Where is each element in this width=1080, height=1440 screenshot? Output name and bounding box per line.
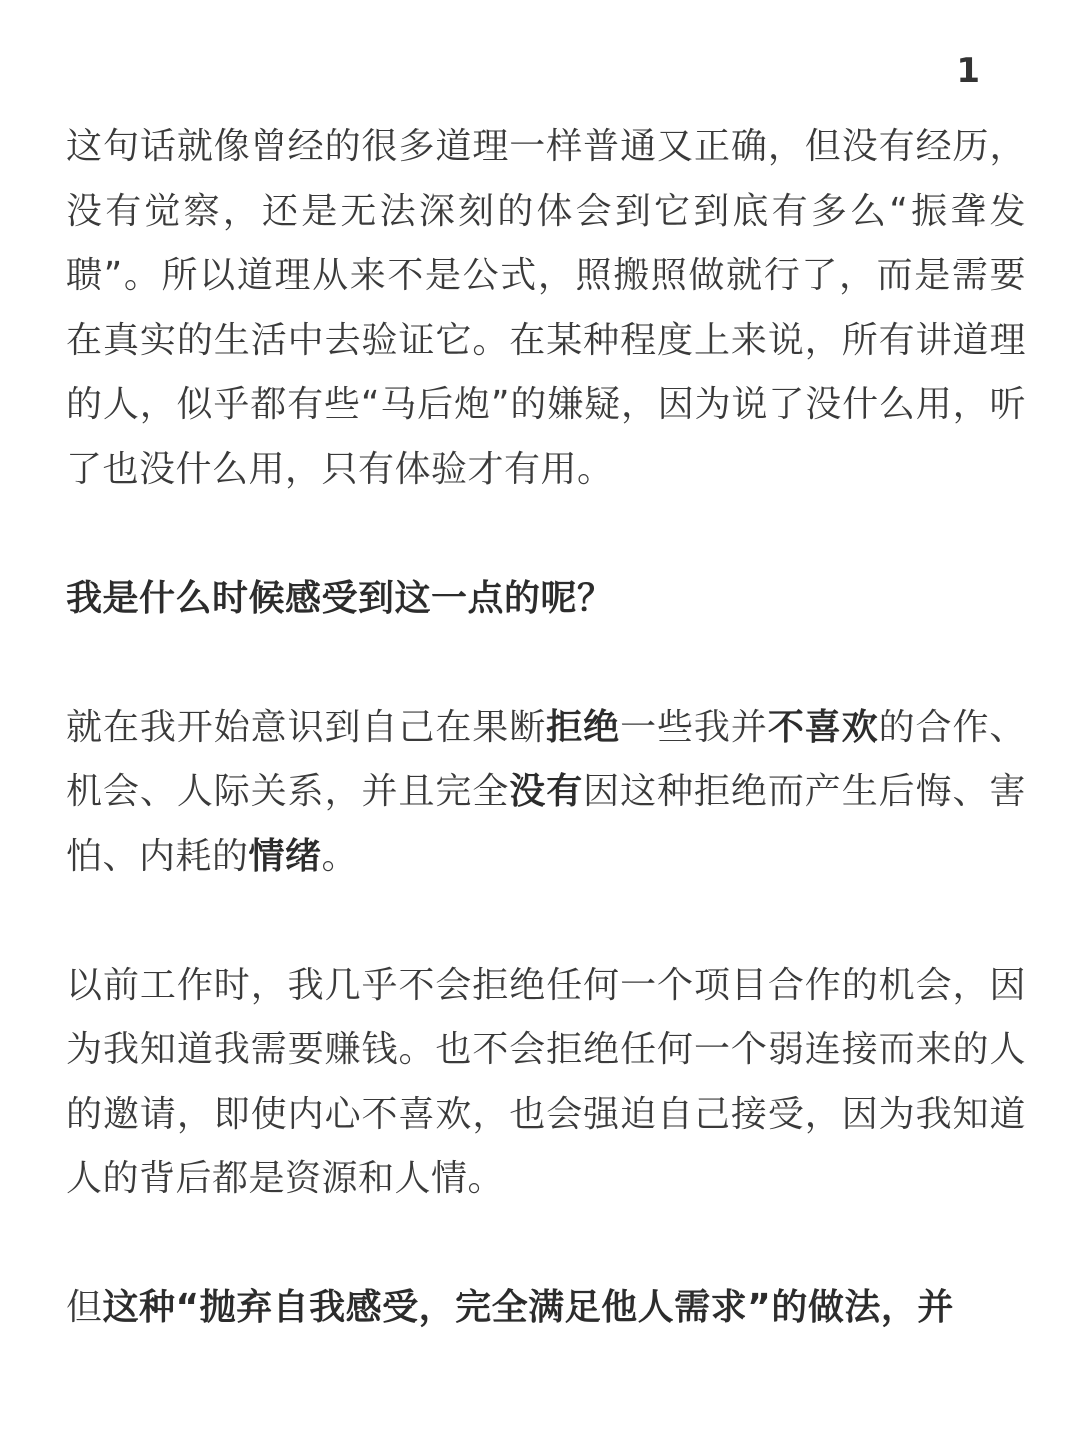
page-number: 1 (956, 51, 980, 91)
text-segment: 但 (66, 1287, 103, 1328)
paragraph-2-heading (66, 567, 1026, 632)
bold-text-segment: 不喜欢 (767, 706, 879, 748)
text-segment: 的合作、机会、人际关系，并且完全 (66, 706, 1026, 812)
bold-text-segment: 没有 (509, 771, 584, 812)
text-segment: 一些我并 (620, 706, 768, 748)
text-segment: 这句话就像曾经的很多道理一样普通又正确，但没有经历，没有觉察，还是无法深刻的体会到它到底有多么“振聋发聩”。所以道理从来不是公式，照搬照做就行了，而是需要在真实的生活中去验证它。在某种程度上来说，所有讲道理的人，似乎都有些“马后炮”的嫌疑，因为说了没什么用，听了也没什么用，只有体验才有用。 (66, 126, 1026, 490)
bold-text-segment: 情绪 (248, 835, 322, 877)
bold-text-segment: 这种“抛弃自我感受，完全满足他人需求”的做法，并 (102, 1287, 954, 1328)
paragraph-3 (66, 696, 1026, 890)
bold-text-segment: 拒绝 (546, 706, 621, 748)
text-segment: 就在我开始意识到自己在果断 (66, 706, 547, 748)
text-segment: 以前工作时，我几乎不会拒绝任何一个项目合作的机会，因为我知道我需要赚钱。也不会拒绝任何一个弱连接而来的人的邀请，即使内心不喜欢，也会强迫自己接受，因为我知道人的背后都是资源和人情。 (66, 964, 1026, 1199)
text-segment: 。 (321, 835, 359, 877)
bold-text-segment: 我是什么时候感受到这一点的呢？ (66, 577, 614, 619)
paragraph-5 (66, 1276, 1026, 1341)
paragraph-4 (66, 954, 1026, 1212)
paragraph-1 (66, 115, 1026, 502)
article-body (66, 115, 1026, 1341)
text-segment: 因这种拒绝而产生后悔、害怕、内耗的 (66, 771, 1026, 877)
